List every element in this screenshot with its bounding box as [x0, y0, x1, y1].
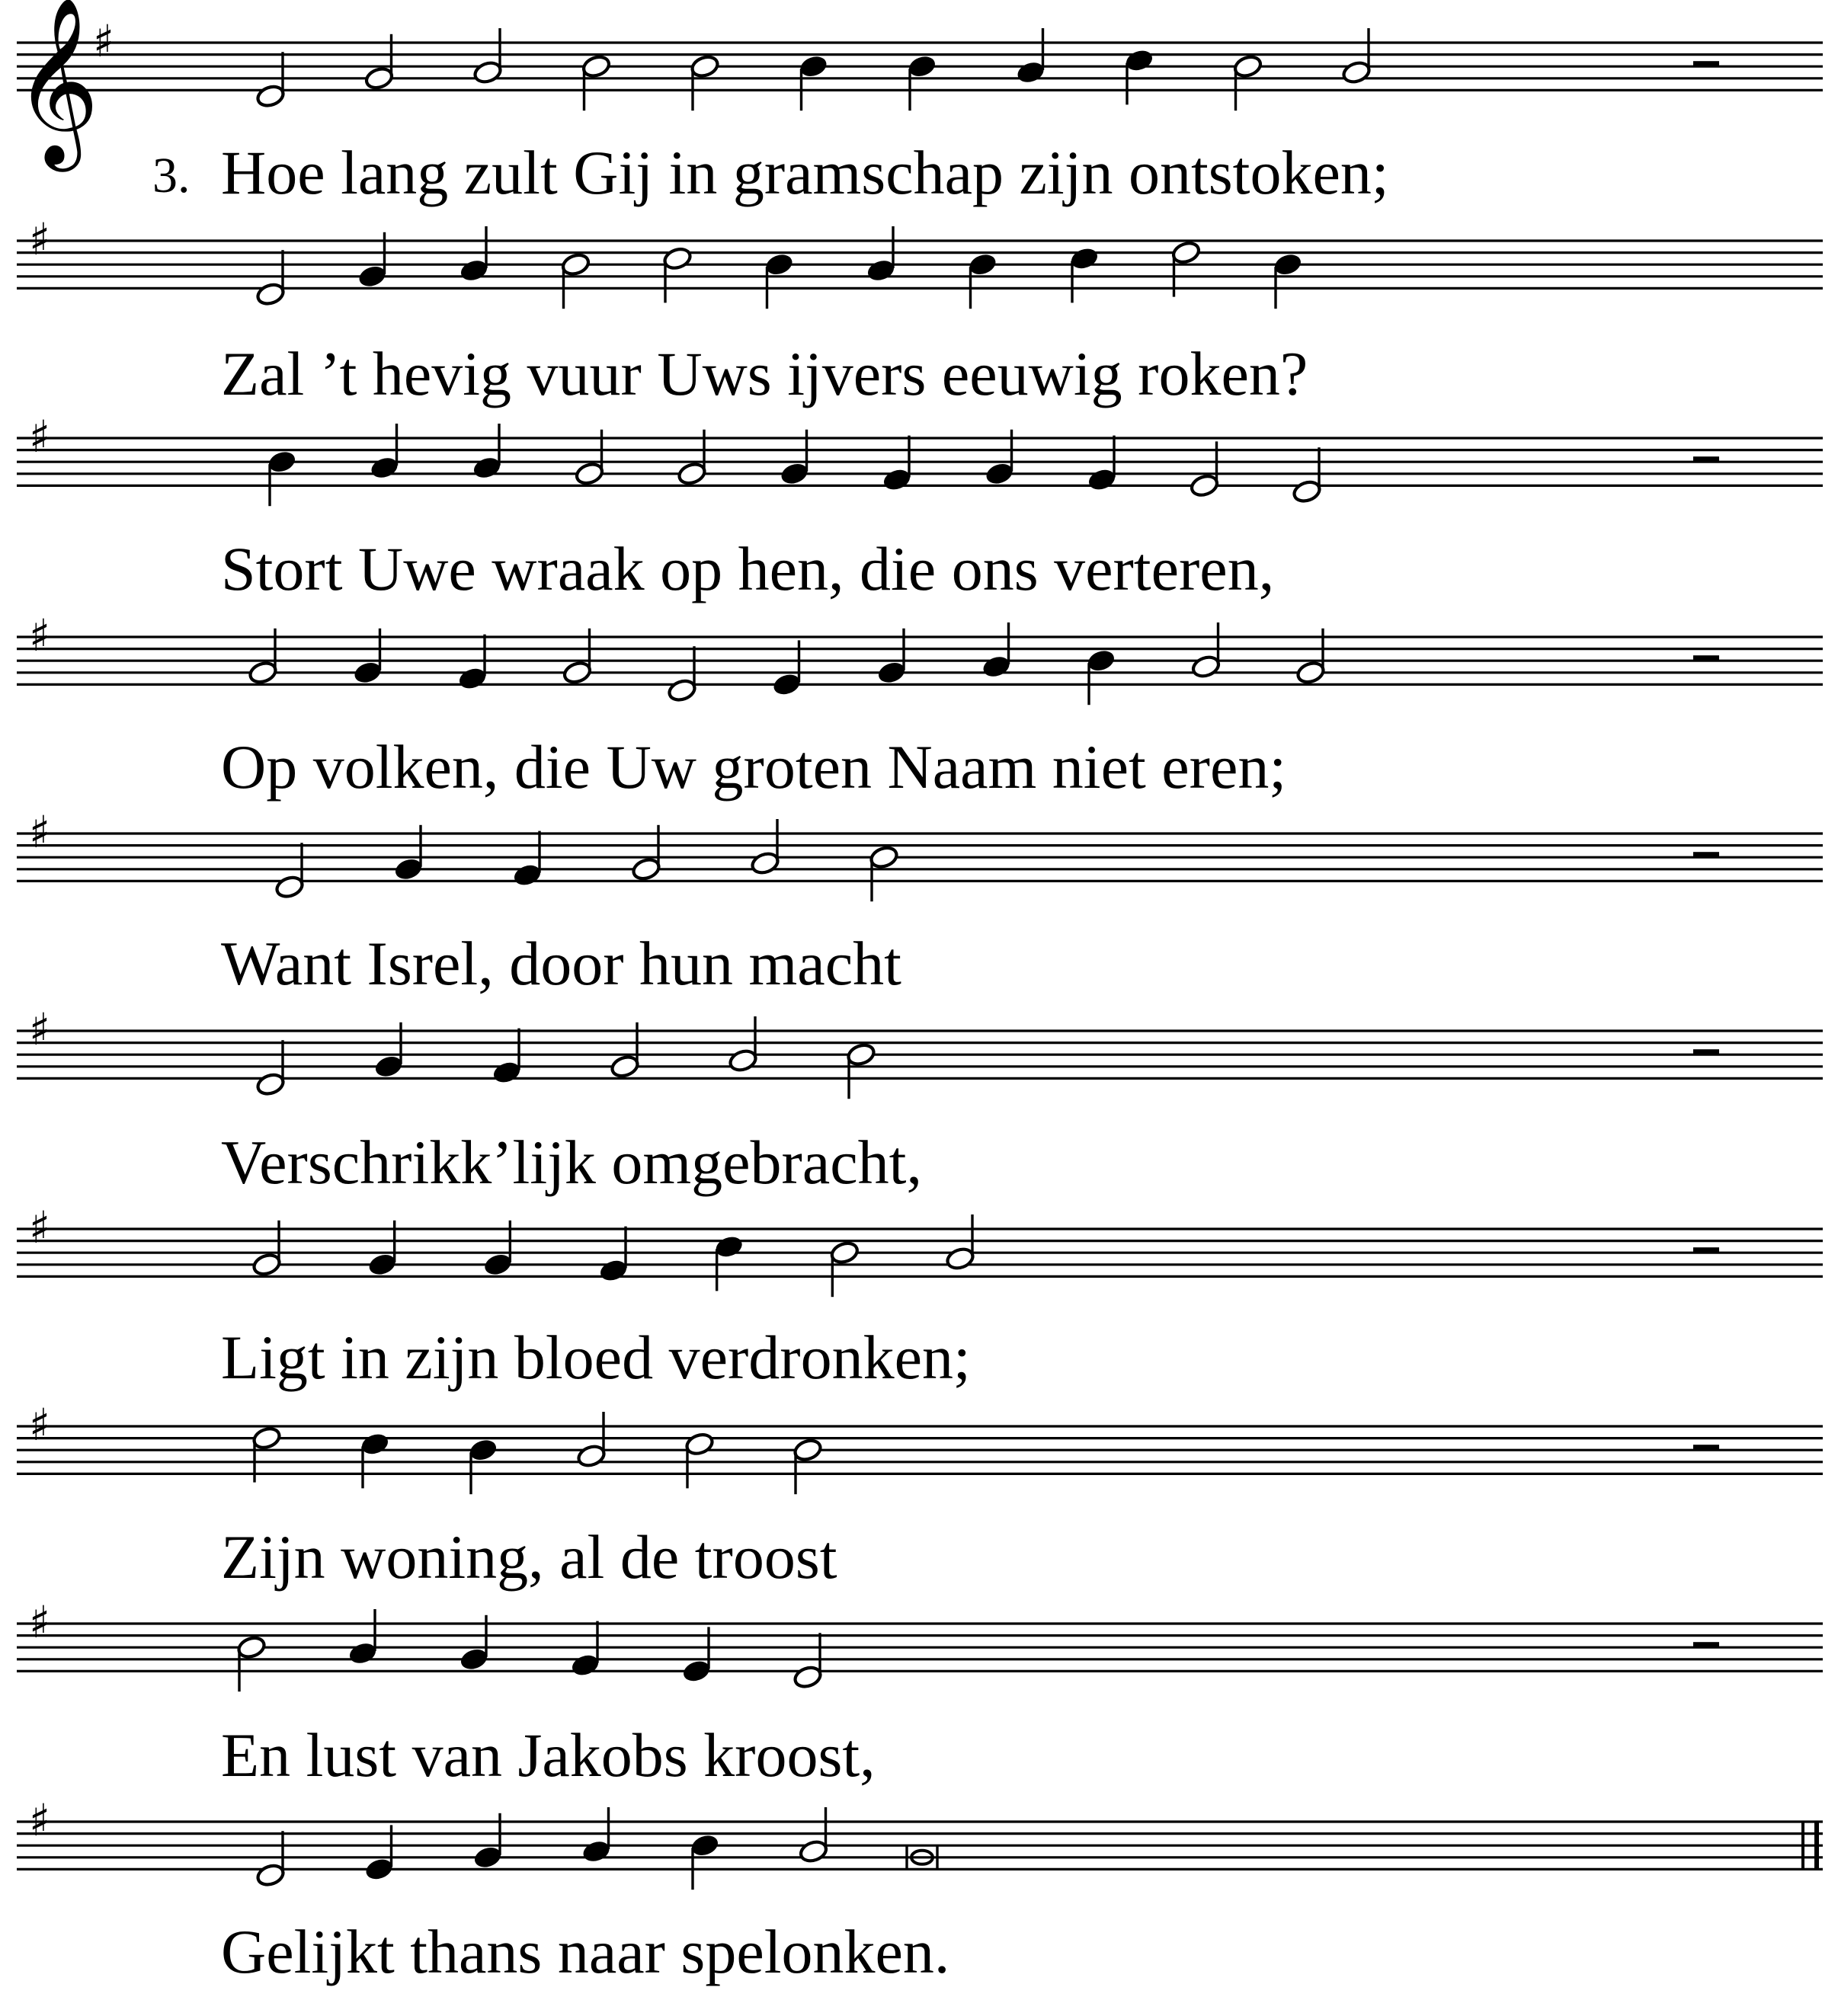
note-head-quarter — [780, 461, 810, 486]
note-head-quarter — [457, 666, 488, 691]
half-rest-icon — [1693, 456, 1719, 462]
note-head-half — [662, 246, 693, 271]
note-head-half — [945, 1246, 975, 1271]
key-signature-sharp-icon: ♯ — [29, 1003, 51, 1055]
note-head-quarter — [1069, 246, 1100, 271]
note-head-quarter — [482, 1252, 513, 1277]
half-rest-icon — [1693, 1049, 1719, 1055]
note-head-half — [561, 252, 591, 277]
note-head-quarter — [360, 1432, 390, 1457]
note-head-quarter — [353, 660, 383, 685]
lyric-line: Op volken, die Uw groten Naam niet eren; — [221, 732, 1287, 802]
note-head-half — [728, 1048, 758, 1073]
note-head-half — [255, 1072, 286, 1097]
treble-clef-icon: 𝄞 — [14, 0, 100, 165]
note-head-quarter — [764, 252, 795, 277]
note-head-half — [793, 1665, 823, 1690]
key-signature-sharp-icon: ♯ — [29, 610, 51, 661]
half-rest-icon — [1693, 852, 1719, 858]
key-signature-sharp-icon: ♯ — [29, 213, 51, 265]
note-head-half — [869, 845, 899, 870]
lyric-line: Zal ’t hevig vuur Uws ijvers eeuwig roken? — [221, 339, 1308, 408]
note-head-half — [1295, 660, 1326, 685]
note-head-quarter — [1087, 467, 1117, 492]
note-head-half — [575, 461, 605, 486]
half-rest-icon — [1693, 61, 1719, 67]
note-head-quarter — [907, 54, 937, 79]
note-head-quarter — [968, 252, 998, 277]
note-head-half — [1171, 240, 1202, 265]
note-head-quarter — [370, 455, 400, 480]
note-head-half — [255, 1863, 286, 1888]
note-head-half — [255, 282, 286, 307]
note-head-half — [667, 678, 697, 703]
lyric-line: Stort Uwe wraak op hen, die ons verteren, — [221, 534, 1275, 603]
lyric-line: Gelijkt thans naar spelonken. — [221, 1917, 950, 1986]
note-head-quarter — [866, 258, 896, 283]
half-rest-icon — [1693, 1445, 1719, 1451]
note-head-quarter — [1016, 59, 1046, 85]
note-head-quarter — [882, 467, 912, 492]
note-head-half — [846, 1042, 876, 1067]
note-head-quarter — [1086, 648, 1116, 674]
note-head-quarter — [468, 1438, 498, 1463]
key-signature-sharp-icon: ♯ — [29, 411, 51, 462]
note-head-quarter — [772, 672, 802, 697]
note-head-half — [251, 1252, 282, 1277]
note-head-quarter — [681, 1659, 712, 1684]
note-head-quarter — [492, 1060, 522, 1085]
note-head-quarter — [364, 1857, 395, 1882]
note-head-half — [1341, 59, 1372, 85]
half-rest-icon — [1693, 1247, 1719, 1253]
note-head-half — [1190, 473, 1220, 498]
note-head-half — [1233, 54, 1263, 79]
note-head-half — [562, 660, 593, 685]
note-head-half — [472, 59, 503, 85]
note-head-quarter — [347, 1640, 378, 1666]
note-head-quarter — [598, 1258, 629, 1283]
key-signature-sharp-icon: ♯ — [29, 1202, 51, 1253]
note-head-half — [236, 1635, 267, 1660]
note-head-half — [248, 660, 278, 685]
note-head-half — [793, 1438, 823, 1463]
lyric-line: Zijn woning, al de troost — [221, 1522, 837, 1592]
note-head-half — [631, 856, 661, 882]
note-head-half — [610, 1054, 640, 1079]
note-head-half — [1191, 654, 1222, 679]
note-head-half — [690, 54, 720, 79]
note-head-half — [581, 54, 612, 79]
key-signature-sharp-icon: ♯ — [93, 15, 115, 67]
note-head-half — [251, 1426, 282, 1451]
note-head-quarter — [985, 461, 1015, 486]
note-head-half — [364, 66, 395, 91]
note-head-quarter — [367, 1252, 398, 1277]
note-head-quarter — [459, 1646, 489, 1672]
note-head-quarter — [393, 856, 424, 882]
note-head-half — [750, 850, 780, 875]
lyric-line: Ligt in zijn bloed verdronken; — [221, 1323, 971, 1392]
key-signature-sharp-icon: ♯ — [29, 1399, 51, 1451]
note-head-quarter — [459, 258, 489, 283]
verse-number: 3. — [152, 148, 191, 203]
half-rest-icon — [1693, 655, 1719, 661]
note-head-half — [829, 1240, 860, 1266]
note-head-half — [677, 461, 707, 486]
note-head-half — [274, 875, 305, 900]
note-head-quarter — [472, 455, 502, 480]
note-head-half — [576, 1443, 607, 1468]
half-rest-icon — [1693, 1642, 1719, 1648]
key-signature-sharp-icon: ♯ — [29, 806, 51, 858]
note-head-quarter — [799, 54, 829, 79]
note-head-quarter — [981, 654, 1012, 679]
note-head-half — [1292, 479, 1322, 504]
note-head-half — [799, 1838, 829, 1864]
note-head-quarter — [570, 1653, 600, 1678]
note-head-quarter — [472, 1845, 503, 1870]
note-head-quarter — [1124, 48, 1154, 73]
note-head-half — [255, 84, 286, 109]
note-head-quarter — [1273, 252, 1303, 277]
note-head-quarter — [267, 450, 297, 475]
lyric-line: En lust van Jakobs kroost, — [221, 1720, 876, 1790]
note-head-quarter — [357, 264, 388, 289]
note-head-quarter — [876, 660, 907, 685]
note-head-half — [684, 1432, 715, 1457]
note-head-quarter — [373, 1054, 404, 1079]
lyric-line: Hoe lang zult Gij in gramschap zijn ontstoken; — [221, 138, 1389, 207]
lyric-line: Verschrikk’lijk omgebracht, — [221, 1128, 922, 1197]
note-head-quarter — [714, 1234, 744, 1259]
key-signature-sharp-icon: ♯ — [29, 1794, 51, 1846]
note-head-quarter — [581, 1838, 612, 1864]
key-signature-sharp-icon: ♯ — [29, 1596, 51, 1648]
note-head-quarter — [690, 1833, 720, 1858]
note-head-quarter — [512, 862, 543, 888]
lyric-line: Want Isrel, door hun macht — [221, 929, 901, 998]
